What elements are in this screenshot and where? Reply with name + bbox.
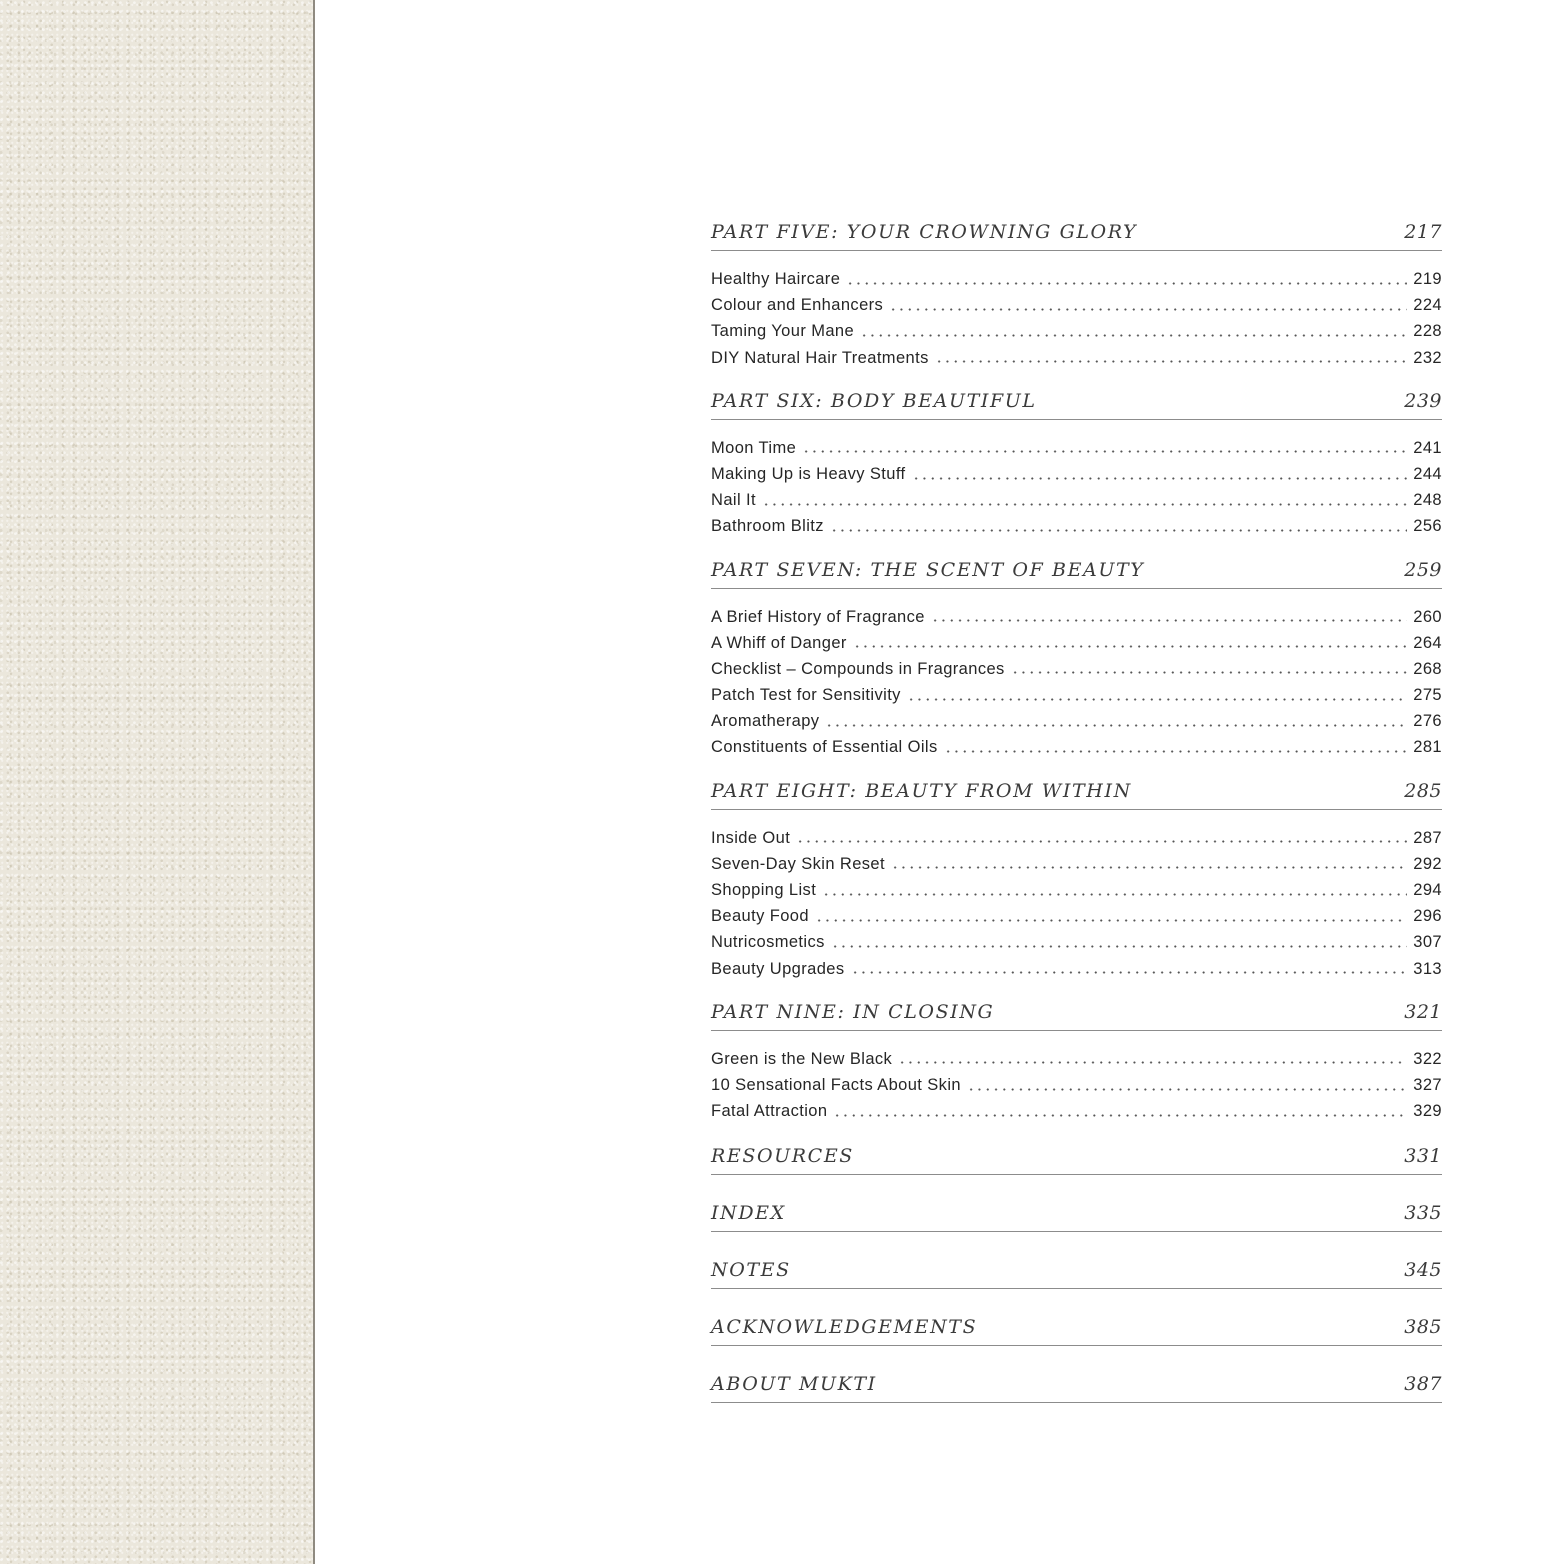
entry-title: Shopping List — [711, 881, 817, 899]
entry-page-number: 244 — [1413, 464, 1442, 483]
toc-entry[interactable] — [711, 851, 1442, 877]
part-heading[interactable] — [711, 994, 1442, 1031]
toc-section-part-five — [711, 214, 1442, 383]
dot-leader — [935, 360, 1408, 363]
part-page-number: 321 — [1404, 1000, 1442, 1023]
part-title: PART NINE: IN CLOSING — [711, 1000, 995, 1023]
toc-entry[interactable] — [711, 929, 1442, 955]
toc-entry-list — [711, 251, 1442, 383]
part-title: PART EIGHT: BEAUTY FROM WITHIN — [711, 779, 1132, 802]
entry-page-number: 228 — [1413, 322, 1442, 341]
toc-entry-list — [711, 420, 1442, 552]
part-title: PART FIVE: YOUR CROWNING GLORY — [711, 221, 1138, 243]
entry-title: Patch Test for Sensitivity — [711, 686, 901, 705]
dot-leader — [830, 529, 1407, 532]
entry-title: Beauty Food — [711, 907, 809, 926]
part-title: ABOUT MUKTI — [711, 1373, 877, 1396]
part-page-number: 385 — [1404, 1316, 1442, 1339]
entry-title: A Brief History of Fragrance — [711, 607, 925, 626]
part-heading[interactable] — [711, 552, 1442, 589]
part-title: INDEX — [711, 1202, 786, 1225]
entry-page-number: 224 — [1413, 296, 1442, 315]
entry-title: Fatal Attraction — [711, 1102, 828, 1121]
entry-page-number: 241 — [1413, 438, 1442, 457]
dot-leader — [825, 724, 1407, 727]
entry-title: 10 Sensational Facts About Skin — [711, 1075, 961, 1094]
toc-back-matter-about-mukti — [711, 1366, 1442, 1403]
toc-entry[interactable] — [711, 487, 1442, 513]
part-heading[interactable] — [711, 773, 1442, 810]
part-heading[interactable] — [711, 1252, 1442, 1289]
toc-entry[interactable] — [711, 604, 1442, 630]
toc-back-matter-resources — [711, 1138, 1442, 1175]
table-of-contents — [711, 214, 1442, 1423]
entry-title: Taming Your Mane — [711, 322, 855, 341]
dot-leader — [822, 893, 1407, 896]
toc-entry[interactable] — [711, 825, 1442, 851]
part-title: ACKNOWLEDGEMENTS — [711, 1316, 978, 1339]
entry-title: A Whiff of Danger — [711, 633, 847, 652]
toc-entry[interactable] — [711, 630, 1442, 656]
toc-entry[interactable] — [711, 345, 1442, 371]
panel-edge-divider — [313, 0, 315, 1564]
entry-page-number: 232 — [1413, 348, 1442, 367]
toc-section-part-seven — [711, 552, 1442, 773]
dot-leader — [967, 1088, 1407, 1091]
entry-page-number: 294 — [1413, 881, 1442, 899]
part-title: NOTES — [711, 1259, 791, 1282]
dot-leader — [802, 450, 1407, 453]
entry-page-number: 313 — [1413, 959, 1442, 978]
part-heading[interactable] — [711, 1309, 1442, 1346]
dot-leader — [762, 503, 1407, 506]
toc-section-part-nine — [711, 994, 1442, 1137]
part-page-number: 335 — [1404, 1202, 1442, 1225]
entry-page-number: 276 — [1413, 712, 1442, 731]
part-page-number: 345 — [1404, 1259, 1442, 1282]
toc-entry[interactable] — [711, 903, 1442, 929]
entry-page-number: 268 — [1413, 659, 1442, 678]
part-heading[interactable] — [711, 1195, 1442, 1232]
toc-entry[interactable] — [711, 266, 1442, 292]
dot-leader — [889, 308, 1407, 311]
toc-back-matter-index — [711, 1195, 1442, 1232]
toc-entry-list — [711, 1031, 1442, 1137]
toc-section-part-eight — [711, 773, 1442, 994]
dot-leader — [796, 840, 1407, 843]
entry-page-number: 327 — [1413, 1075, 1442, 1094]
toc-entry-list — [711, 810, 1442, 994]
entry-title: DIY Natural Hair Treatments — [711, 348, 929, 367]
entry-title: Making Up is Heavy Stuff — [711, 464, 906, 483]
part-page-number: 239 — [1404, 389, 1442, 412]
part-page-number: 259 — [1404, 558, 1442, 581]
entry-title: Nutricosmetics — [711, 933, 825, 952]
toc-entry[interactable] — [711, 1046, 1442, 1072]
entry-page-number: 292 — [1413, 854, 1442, 873]
toc-entry[interactable] — [711, 461, 1442, 487]
dot-leader — [1011, 671, 1408, 674]
part-heading[interactable] — [711, 1138, 1442, 1175]
textured-plaster-panel — [0, 0, 313, 1564]
entry-page-number: 307 — [1413, 933, 1442, 952]
dot-leader — [846, 282, 1407, 285]
entry-page-number: 264 — [1413, 633, 1442, 652]
entry-page-number: 322 — [1413, 1049, 1442, 1068]
dot-leader — [831, 945, 1407, 948]
part-title: PART SIX: BODY BEAUTIFUL — [711, 389, 1037, 412]
toc-entry-list — [711, 589, 1442, 773]
toc-entry[interactable] — [711, 877, 1442, 903]
part-heading[interactable] — [711, 214, 1442, 251]
entry-page-number: 287 — [1413, 828, 1442, 847]
part-heading[interactable] — [711, 1366, 1442, 1403]
dot-leader — [931, 619, 1407, 622]
toc-entry[interactable] — [711, 513, 1442, 539]
toc-entry[interactable] — [711, 656, 1442, 682]
dot-leader — [860, 334, 1407, 337]
part-page-number: 285 — [1404, 779, 1442, 802]
entry-title: Healthy Haircare — [711, 270, 841, 288]
entry-page-number: 248 — [1413, 491, 1442, 510]
toc-entry[interactable] — [711, 956, 1442, 982]
toc-entry[interactable] — [711, 318, 1442, 344]
entry-page-number: 219 — [1413, 270, 1442, 288]
entry-page-number: 256 — [1413, 517, 1442, 536]
entry-page-number: 260 — [1413, 607, 1442, 626]
entry-page-number: 275 — [1413, 686, 1442, 705]
part-title: PART SEVEN: THE SCENT OF BEAUTY — [711, 558, 1145, 581]
dot-leader — [907, 698, 1407, 701]
entry-title: Inside Out — [711, 828, 791, 847]
dot-leader — [898, 1061, 1407, 1064]
dot-leader — [833, 1114, 1407, 1117]
toc-entry[interactable] — [711, 682, 1442, 708]
entry-title: Bathroom Blitz — [711, 517, 824, 536]
entry-title: Seven-Day Skin Reset — [711, 854, 885, 873]
dot-leader — [815, 919, 1407, 922]
entry-title: Aromatherapy — [711, 712, 820, 731]
dot-leader — [853, 645, 1407, 648]
toc-entry[interactable] — [711, 435, 1442, 461]
dot-leader — [912, 477, 1408, 480]
dot-leader — [891, 866, 1407, 869]
part-page-number: 217 — [1404, 221, 1442, 243]
part-heading[interactable] — [711, 383, 1442, 420]
dot-leader — [944, 750, 1408, 753]
toc-entry[interactable] — [711, 1098, 1442, 1124]
part-title: RESOURCES — [711, 1145, 854, 1168]
toc-entry[interactable] — [711, 292, 1442, 318]
entry-title: Nail It — [711, 491, 756, 510]
part-page-number: 331 — [1404, 1145, 1442, 1168]
entry-title: Checklist – Compounds in Fragrances — [711, 659, 1005, 678]
toc-back-matter-notes — [711, 1252, 1442, 1289]
toc-back-matter-acknowledgements — [711, 1309, 1442, 1346]
entry-page-number: 281 — [1413, 738, 1442, 757]
entry-title: Moon Time — [711, 438, 797, 457]
toc-entry[interactable] — [711, 1072, 1442, 1098]
entry-title: Constituents of Essential Oils — [711, 738, 938, 757]
part-page-number: 387 — [1404, 1373, 1442, 1396]
entry-title: Beauty Upgrades — [711, 959, 845, 978]
entry-title: Colour and Enhancers — [711, 296, 884, 315]
entry-page-number: 329 — [1413, 1102, 1442, 1121]
toc-entry[interactable] — [711, 734, 1442, 760]
entry-page-number: 296 — [1413, 907, 1442, 926]
toc-section-part-six — [711, 383, 1442, 552]
dot-leader — [851, 971, 1408, 974]
toc-entry[interactable] — [711, 708, 1442, 734]
entry-title: Green is the New Black — [711, 1049, 893, 1068]
